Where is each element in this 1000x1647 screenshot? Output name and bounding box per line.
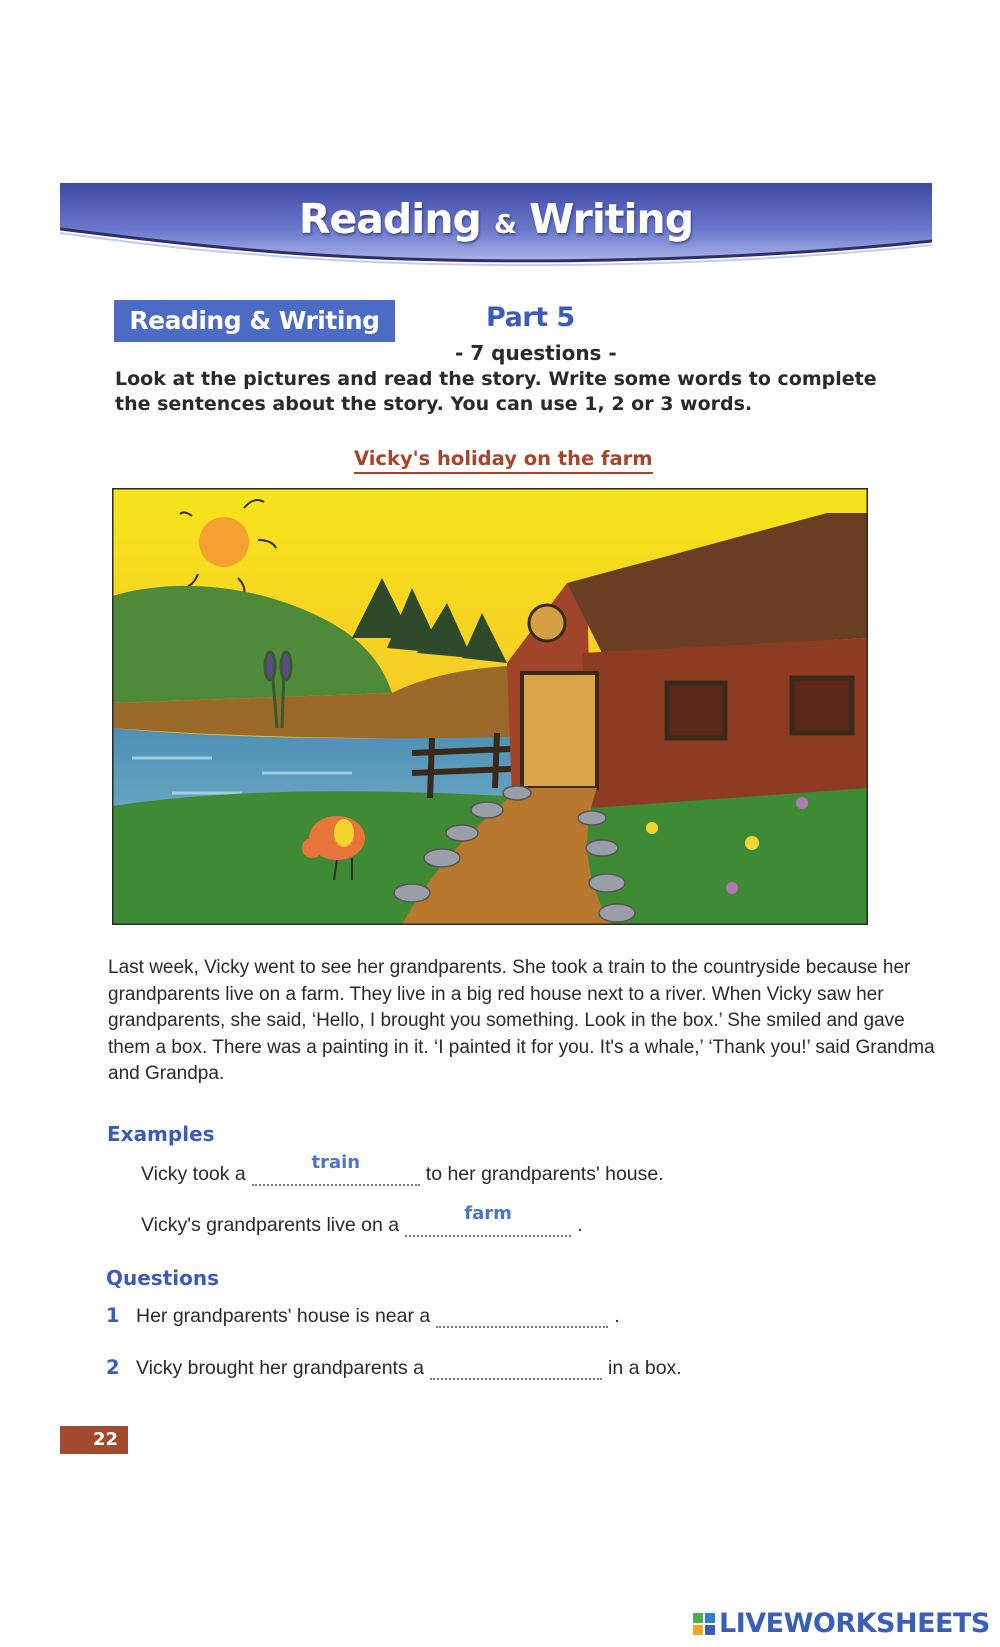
farm-scene-image [112, 488, 868, 925]
question-2-number: 2 [106, 1356, 120, 1379]
question-2-answer-field[interactable] [430, 1356, 602, 1380]
example-1-answer-field[interactable] [252, 1152, 420, 1186]
example-1-answer: train [311, 1152, 361, 1173]
example-item-1 [141, 1152, 664, 1186]
page-number: 22 [92, 1429, 118, 1450]
banner-title-reading: Reading [298, 195, 481, 243]
page-number-tab [60, 1426, 128, 1454]
example-2-answer: farm [464, 1203, 512, 1224]
instructions: Look at the pictures and read the story. Write some words to complete the sentences about the story. You can use 1, 2 or 3 words. [115, 368, 877, 415]
questions-heading: Questions [106, 1266, 220, 1290]
examples-heading: Examples [107, 1122, 215, 1146]
liveworksheets-watermark[interactable] [693, 1607, 993, 1643]
page-banner [60, 183, 932, 271]
question-count: - 7 questions - [455, 341, 617, 365]
liveworksheets-logo-icon [693, 1613, 717, 1637]
question-1-text-after: . [614, 1305, 620, 1327]
story-paragraph: Last week, Vicky went to see her grandparents. She took a train to the countryside because her grandparents live on a farm. They live in a big red house next to a river. When Vicky saw her grandparents, she said, ‘Hello, I brought you something. Look in the box.’ She smiled and gave them a box. There was a painting in it. ‘I painted it for you. It's a whale,’ ‘Thank you!’ said Grandma and Grandpa. [108, 957, 935, 1084]
example-1-text-before: Vicky took a [141, 1163, 246, 1185]
banner-title [60, 195, 932, 243]
question-2-text-before: Vicky brought her grandparents a [136, 1357, 424, 1379]
example-2-answer-field[interactable] [405, 1203, 571, 1237]
section-tag: Reading & Writing [114, 300, 395, 342]
banner-title-writing: Writing [529, 195, 694, 243]
watermark-text: LIVEWORKSHEETS [719, 1608, 990, 1639]
story-title: Vicky's holiday on the farm [354, 447, 653, 474]
example-1-text-after: to her grandparents' house. [425, 1163, 664, 1185]
part-title: Part 5 [486, 302, 575, 333]
example-2-text-before: Vicky's grandparents live on a [141, 1214, 400, 1236]
question-1-answer-field[interactable] [436, 1304, 608, 1328]
example-2-text-after: . [577, 1214, 583, 1236]
question-2-text-after: in a box. [608, 1357, 682, 1379]
farm-illustration [112, 488, 868, 925]
question-item-1 [106, 1304, 620, 1328]
question-1-text-before: Her grandparents' house is near a [136, 1305, 431, 1327]
question-1-number: 1 [106, 1304, 120, 1327]
question-item-2 [106, 1356, 682, 1380]
banner-title-ampersand: & [494, 210, 516, 240]
example-item-2 [141, 1203, 583, 1237]
